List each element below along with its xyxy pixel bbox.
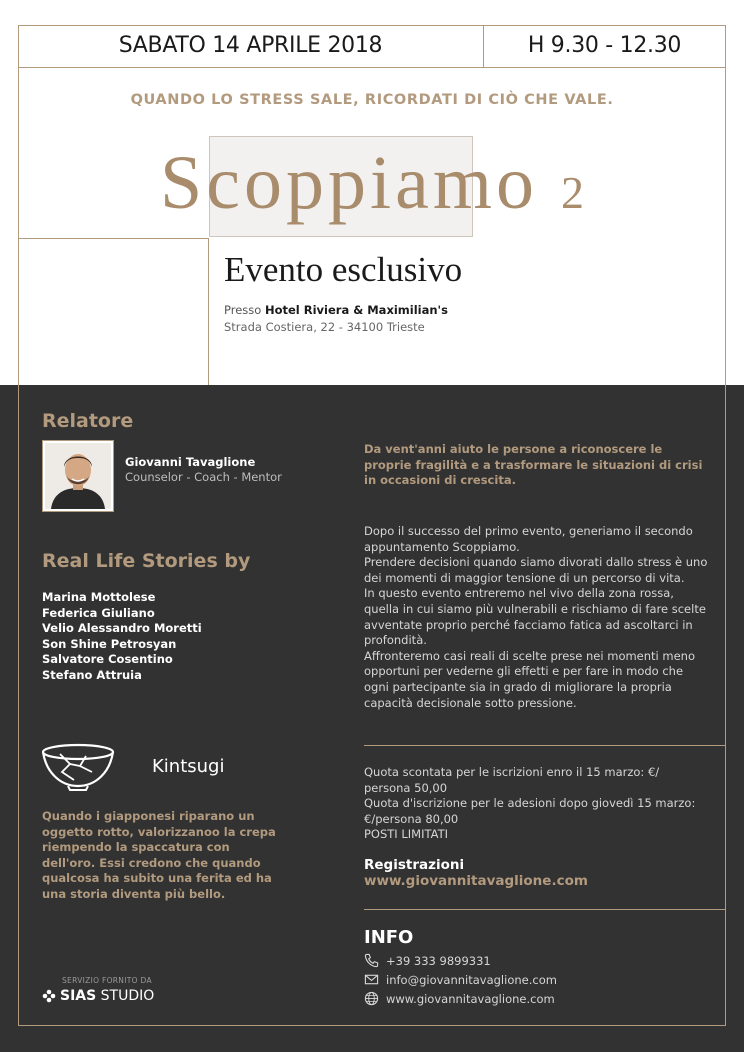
stories-list [42, 590, 202, 684]
info-phone-row[interactable] [364, 953, 491, 968]
info-heading: INFO [364, 927, 414, 948]
list-item: Salvatore Cosentino [42, 652, 173, 667]
venue-name: Hotel Riviera & Maximilian's [264, 303, 448, 317]
info-phone: +39 333 9899331 [386, 953, 491, 968]
globe-icon [364, 991, 379, 1006]
stories-heading: Real Life Stories by [42, 550, 251, 572]
divider-pricing [364, 745, 725, 746]
kintsugi-bowl-icon [40, 742, 116, 792]
info-email: info@giovannitavaglione.com [386, 972, 557, 987]
description-paragraph: Dopo il successo del primo evento, generiamo il secondo appuntamento Scoppiamo. [364, 524, 693, 554]
relatore-heading: Relatore [42, 410, 134, 432]
description-paragraph: Prendere decisioni quando siamo divorati dallo stress è uno dei momenti di maggior tensione di un percorso di vita. [364, 555, 708, 585]
event-title [0, 140, 744, 227]
tagline: QUANDO LO STRESS SALE, RICORDATI DI CIÒ CHE VALE. [130, 92, 614, 108]
list-item: Velio Alessandro Moretti [42, 621, 202, 636]
frame-bottom [18, 1025, 726, 1026]
frame-header-bottom [18, 67, 726, 68]
brand-rest: STUDIO [100, 988, 155, 1004]
phone-icon [364, 953, 379, 968]
venue-prefix: Presso [224, 303, 262, 317]
description-paragraph: In questo evento entreremo nel vivo della zona rossa, quella in cui siamo più vulnerabili e rischiamo di fare scelte avventate proprio perché facciamo fatica ad ascoltarci in profondità. [364, 586, 706, 648]
registration-link[interactable]: www.giovannitavaglione.com [364, 873, 588, 889]
list-item: Federica Giuliano [42, 605, 155, 620]
event-description [364, 524, 709, 711]
event-title-main: Scoppiamo [160, 141, 538, 225]
speaker-portrait-icon [45, 443, 111, 509]
event-subtitle: Evento esclusivo [224, 250, 463, 289]
description-paragraph: Affronteremo casi reali di scelte prese nei momenti meno opportuni per vederne gli effetti e per fare in modo che ogni partecipante sia in grado di migliorare la propria capacità decisionale sotto pressione. [364, 648, 696, 710]
speaker-photo [42, 440, 114, 512]
brand-bold: SIAS [60, 988, 97, 1004]
list-item: Stefano Attruia [42, 667, 142, 682]
event-time: H 9.30 - 12.30 [527, 33, 682, 58]
registration-heading: Registrazioni [364, 857, 465, 873]
brand-logo [42, 988, 154, 1004]
frame-venue-divider [208, 238, 209, 385]
speaker-role: Counselor - Coach - Mentor [125, 470, 282, 484]
info-website: www.giovannitavaglione.com [386, 991, 555, 1006]
speaker-name: Giovanni Tavaglione [125, 455, 256, 469]
pricing-block [364, 765, 709, 843]
price-regular: Quota d'iscrizione per le adesioni dopo giovedì 15 marzo: €/persona 80,00 [364, 796, 696, 826]
list-item: Marina Mottolese [42, 590, 156, 604]
limited-seats: POSTI LIMITATI [364, 827, 448, 842]
divider-info [364, 909, 725, 910]
info-website-row[interactable] [364, 991, 555, 1006]
kintsugi-text: Quando i giapponesi riparano un oggetto rotto, valorizzanoo la crepa riempendo la spaccatura con dell'oro. Essi credono che quando qualcosa ha subito una ferita ed ha una storia diventa più bello. [42, 809, 276, 901]
venue-address: Strada Costiera, 22 - 34100 Trieste [224, 320, 425, 334]
price-early: Quota scontata per le iscrizioni enro il 15 marzo: €/ persona 50,00 [364, 765, 660, 795]
info-email-row[interactable] [364, 972, 557, 987]
mail-icon [364, 972, 379, 987]
list-item: Son Shine Petrosyan [42, 636, 177, 651]
speaker-intro: Da vent'anni aiuto le persone a riconoscere le proprie fragilità e a trasformare le situazioni di crisi in occasioni di crescita. [364, 442, 703, 487]
venue-line [224, 303, 448, 317]
frame-top [18, 25, 726, 26]
event-title-number: 2 [560, 167, 584, 218]
flower-logo-icon [42, 989, 56, 1003]
frame-title-line [18, 238, 209, 239]
event-date: SABATO 14 APRILE 2018 [118, 33, 383, 58]
service-label: SERVIZIO FORNITO DA [62, 976, 152, 985]
kintsugi-heading: Kintsugi [152, 756, 225, 777]
